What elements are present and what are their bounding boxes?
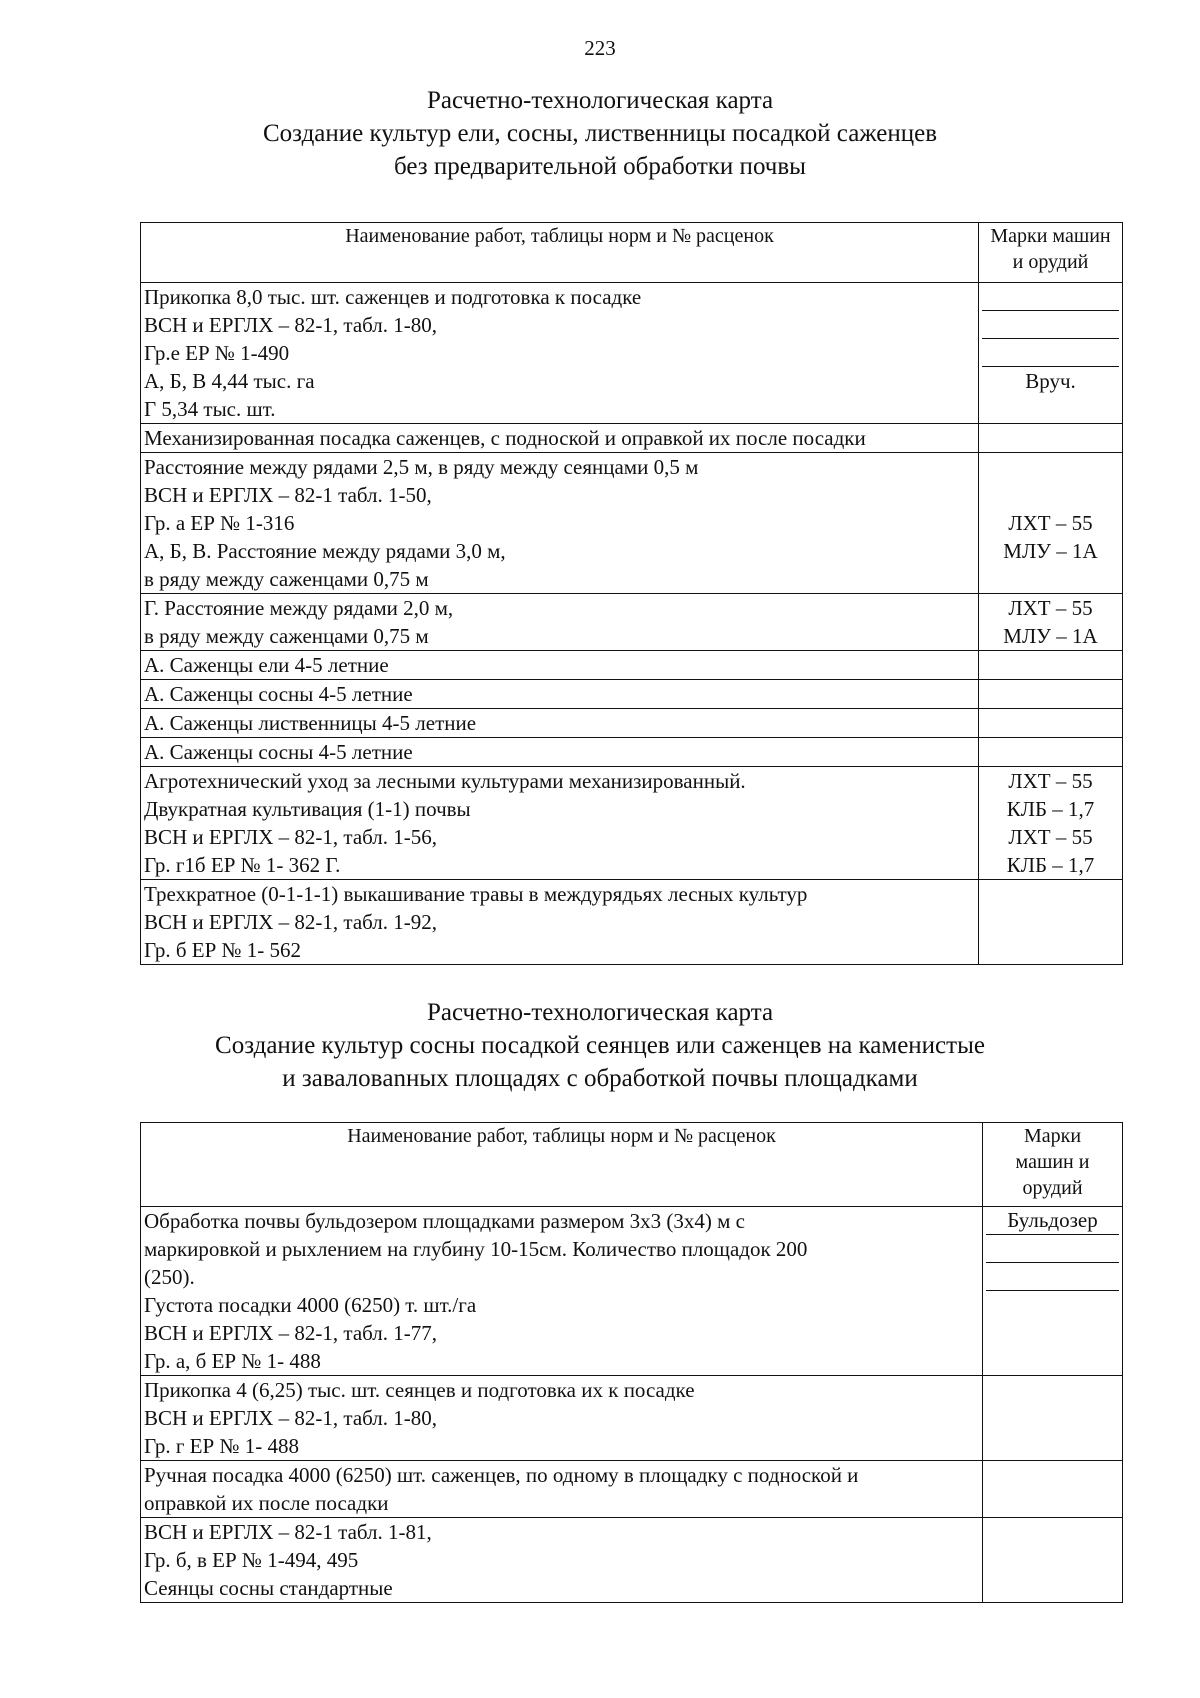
work-cell: [141, 1376, 983, 1461]
work-line: Г 5,34 тыс. шт.: [144, 397, 276, 421]
work-line: Прикопка 4 (6,25) тыс. шт. сеянцев и подготовка их к посадке: [144, 1378, 695, 1402]
marks-cell: [983, 1461, 1123, 1518]
table-row: [141, 424, 1123, 453]
work-line: Обработка почвы бульдозером площадками размером 3х3 (3х4) м с: [144, 1209, 745, 1233]
machine-mark: ЛХТ – 55: [1008, 825, 1093, 849]
machine-mark: ЛХТ – 55: [1008, 769, 1093, 793]
work-cell: Механизированная посадка саженцев, с подноской и оправкой их после посадки: [141, 424, 979, 453]
work-line: ВСН и ЕРГЛХ – 82-1 табл. 1-81,: [144, 1520, 432, 1544]
work-cell: [141, 1207, 983, 1376]
marks-cell: [983, 1207, 1123, 1376]
marks-subcell: [986, 1291, 1119, 1375]
work-line: Трехкратное (0-1-1-1) выкашивание травы в междурядьях лесных культур: [144, 882, 808, 906]
card1-title-line: Создание культур ели, сосны, лиственницы посадкой саженцев: [262, 120, 938, 147]
table-header-row: [141, 223, 1123, 283]
table-row: [141, 738, 1123, 767]
marks-subcell: [986, 1235, 1119, 1263]
table-row: [141, 709, 1123, 738]
work-cell: А. Саженцы сосны 4-5 летние: [141, 738, 979, 767]
marks-header-line: орудий: [1022, 1177, 1083, 1199]
card2-title: [0, 996, 1200, 1095]
work-line: Гр. а ЕР № 1-316: [144, 511, 295, 535]
machine-mark: КЛБ – 1,7: [1006, 797, 1095, 821]
work-line: Сеянцы сосны стандартные: [144, 1576, 393, 1600]
work-line: Гр.е ЕР № 1-490: [144, 341, 290, 365]
machine-mark: МЛУ – 1А: [1003, 624, 1098, 648]
work-line: Гр. г1б ЕР № 1- 362 Г.: [144, 853, 341, 877]
page-number: 223: [584, 36, 616, 60]
work-line: маркировкой и рыхлением на глубину 10-15см. Количество площадок 200: [144, 1237, 808, 1261]
work-line: А, Б, В. Расстояние между рядами 3,0 м,: [144, 539, 506, 563]
marks-header-line: Марки машин: [990, 225, 1111, 247]
card1-title-line: без предварительной обработки почвы: [394, 153, 806, 180]
work-line: Густота посадки 4000 (6250) т. шт./га: [144, 1293, 477, 1317]
machine-mark: Бульдозер: [986, 1207, 1119, 1235]
marks-cell: [979, 709, 1123, 738]
marks-column-header: [983, 1123, 1123, 1207]
work-line: оправкой их после посадки: [144, 1491, 389, 1515]
table-row: [141, 1207, 1123, 1376]
table-row: [141, 1376, 1123, 1461]
work-line: Ручная посадка 4000 (6250) шт. саженцев, по одному в площадку с подноской и: [144, 1463, 859, 1487]
table-row: [141, 651, 1123, 680]
work-cell: [141, 1518, 983, 1603]
table-row: [141, 594, 1123, 651]
work-cell: А. Саженцы сосны 4-5 летние: [141, 680, 979, 709]
table-row: [141, 1518, 1123, 1603]
work-line: (250).: [144, 1265, 195, 1289]
work-line: Гр. а, б ЕР № 1- 488: [144, 1349, 321, 1373]
work-cell: [141, 594, 979, 651]
card2-table: [140, 1122, 1123, 1603]
table-header-row: [141, 1123, 1123, 1207]
works-column-header: Наименование работ, таблицы норм и № расценок: [141, 223, 979, 283]
marks-cell: [979, 283, 1123, 424]
work-cell: [141, 767, 979, 880]
table-row: [141, 453, 1123, 594]
work-line: А, Б, В 4,44 тыс. га: [144, 369, 315, 393]
work-line: ВСН и ЕРГЛХ – 82-1 табл. 1-50,: [144, 483, 432, 507]
table-row: [141, 767, 1123, 880]
marks-subcell: [982, 339, 1119, 367]
marks-cell: [979, 767, 1123, 880]
work-line: Расстояние между рядами 2,5 м, в ряду между сеянцами 0,5 м: [144, 455, 699, 479]
work-cell: [141, 453, 979, 594]
table-row: [141, 283, 1123, 424]
marks-cell: [979, 453, 1123, 594]
card1-table: [140, 222, 1123, 965]
work-cell: А. Саженцы ели 4-5 летние: [141, 651, 979, 680]
marks-subcell: [986, 1263, 1119, 1291]
marks-cell: [983, 1518, 1123, 1603]
work-line: ВСН и ЕРГЛХ – 82-1, табл. 1-92,: [144, 910, 438, 934]
works-column-header: Наименование работ, таблицы норм и № расценок: [141, 1123, 983, 1207]
marks-column-header: [979, 223, 1123, 283]
marks-subcell: [982, 311, 1119, 339]
machine-mark: ЛХТ – 55: [1008, 511, 1093, 535]
table-row: [141, 680, 1123, 709]
card2-title-line: и заваловanных площадях с обработкой почвы площадками: [282, 1065, 918, 1092]
work-line: Агротехнический уход за лесными культурами механизированный.: [144, 769, 746, 793]
machine-mark: КЛБ – 1,7: [1006, 853, 1095, 877]
card1-title: [0, 84, 1200, 183]
work-cell: [141, 880, 979, 965]
card1-title-line: Расчетно-технологическая карта: [426, 87, 774, 114]
marks-cell: [983, 1376, 1123, 1461]
work-line: Двукратная культивация (1-1) почвы: [144, 797, 471, 821]
marks-header-line: и орудий: [1012, 251, 1089, 273]
work-line: в ряду между саженцами 0,75 м: [144, 624, 429, 648]
work-cell: [141, 1461, 983, 1518]
marks-cell: [979, 680, 1123, 709]
table-row: [141, 880, 1123, 965]
table-row: [141, 1461, 1123, 1518]
marks-cell: [979, 424, 1123, 453]
machine-mark: ЛХТ – 55: [1008, 596, 1093, 620]
machine-mark: МЛУ – 1А: [1003, 539, 1098, 563]
work-line: Г. Расстояние между рядами 2,0 м,: [144, 596, 454, 620]
work-line: ВСН и ЕРГЛХ – 82-1, табл. 1-80,: [144, 313, 438, 337]
work-line: Гр. г ЕР № 1- 488: [144, 1434, 299, 1458]
work-line: Гр. б ЕР № 1- 562: [144, 938, 302, 962]
work-line: в ряду между саженцами 0,75 м: [144, 567, 429, 591]
work-line: ВСН и ЕРГЛХ – 82-1, табл. 1-56,: [144, 825, 438, 849]
card2-title-line: Создание культур сосны посадкой сеянцев или саженцев на каменистые: [215, 1032, 985, 1059]
work-cell: [141, 283, 979, 424]
work-line: Прикопка 8,0 тыс. шт. саженцев и подготовка к посадке: [144, 285, 642, 309]
marks-header-line: Марки: [1023, 1125, 1082, 1147]
marks-cell: [979, 880, 1123, 965]
marks-cell: [979, 738, 1123, 767]
machine-mark: Вруч.: [1025, 369, 1076, 393]
marks-cell: [979, 594, 1123, 651]
work-line: ВСН и ЕРГЛХ – 82-1, табл. 1-77,: [144, 1321, 438, 1345]
work-line: ВСН и ЕРГЛХ – 82-1, табл. 1-80,: [144, 1406, 438, 1430]
work-line: Гр. б, в ЕР № 1-494, 495: [144, 1548, 359, 1572]
card2-title-line: Расчетно-технологическая карта: [426, 999, 774, 1026]
work-cell: А. Саженцы лиственницы 4-5 летние: [141, 709, 979, 738]
marks-cell: [979, 651, 1123, 680]
marks-header-line: машин и: [1015, 1151, 1090, 1173]
marks-subcell: [982, 283, 1119, 311]
